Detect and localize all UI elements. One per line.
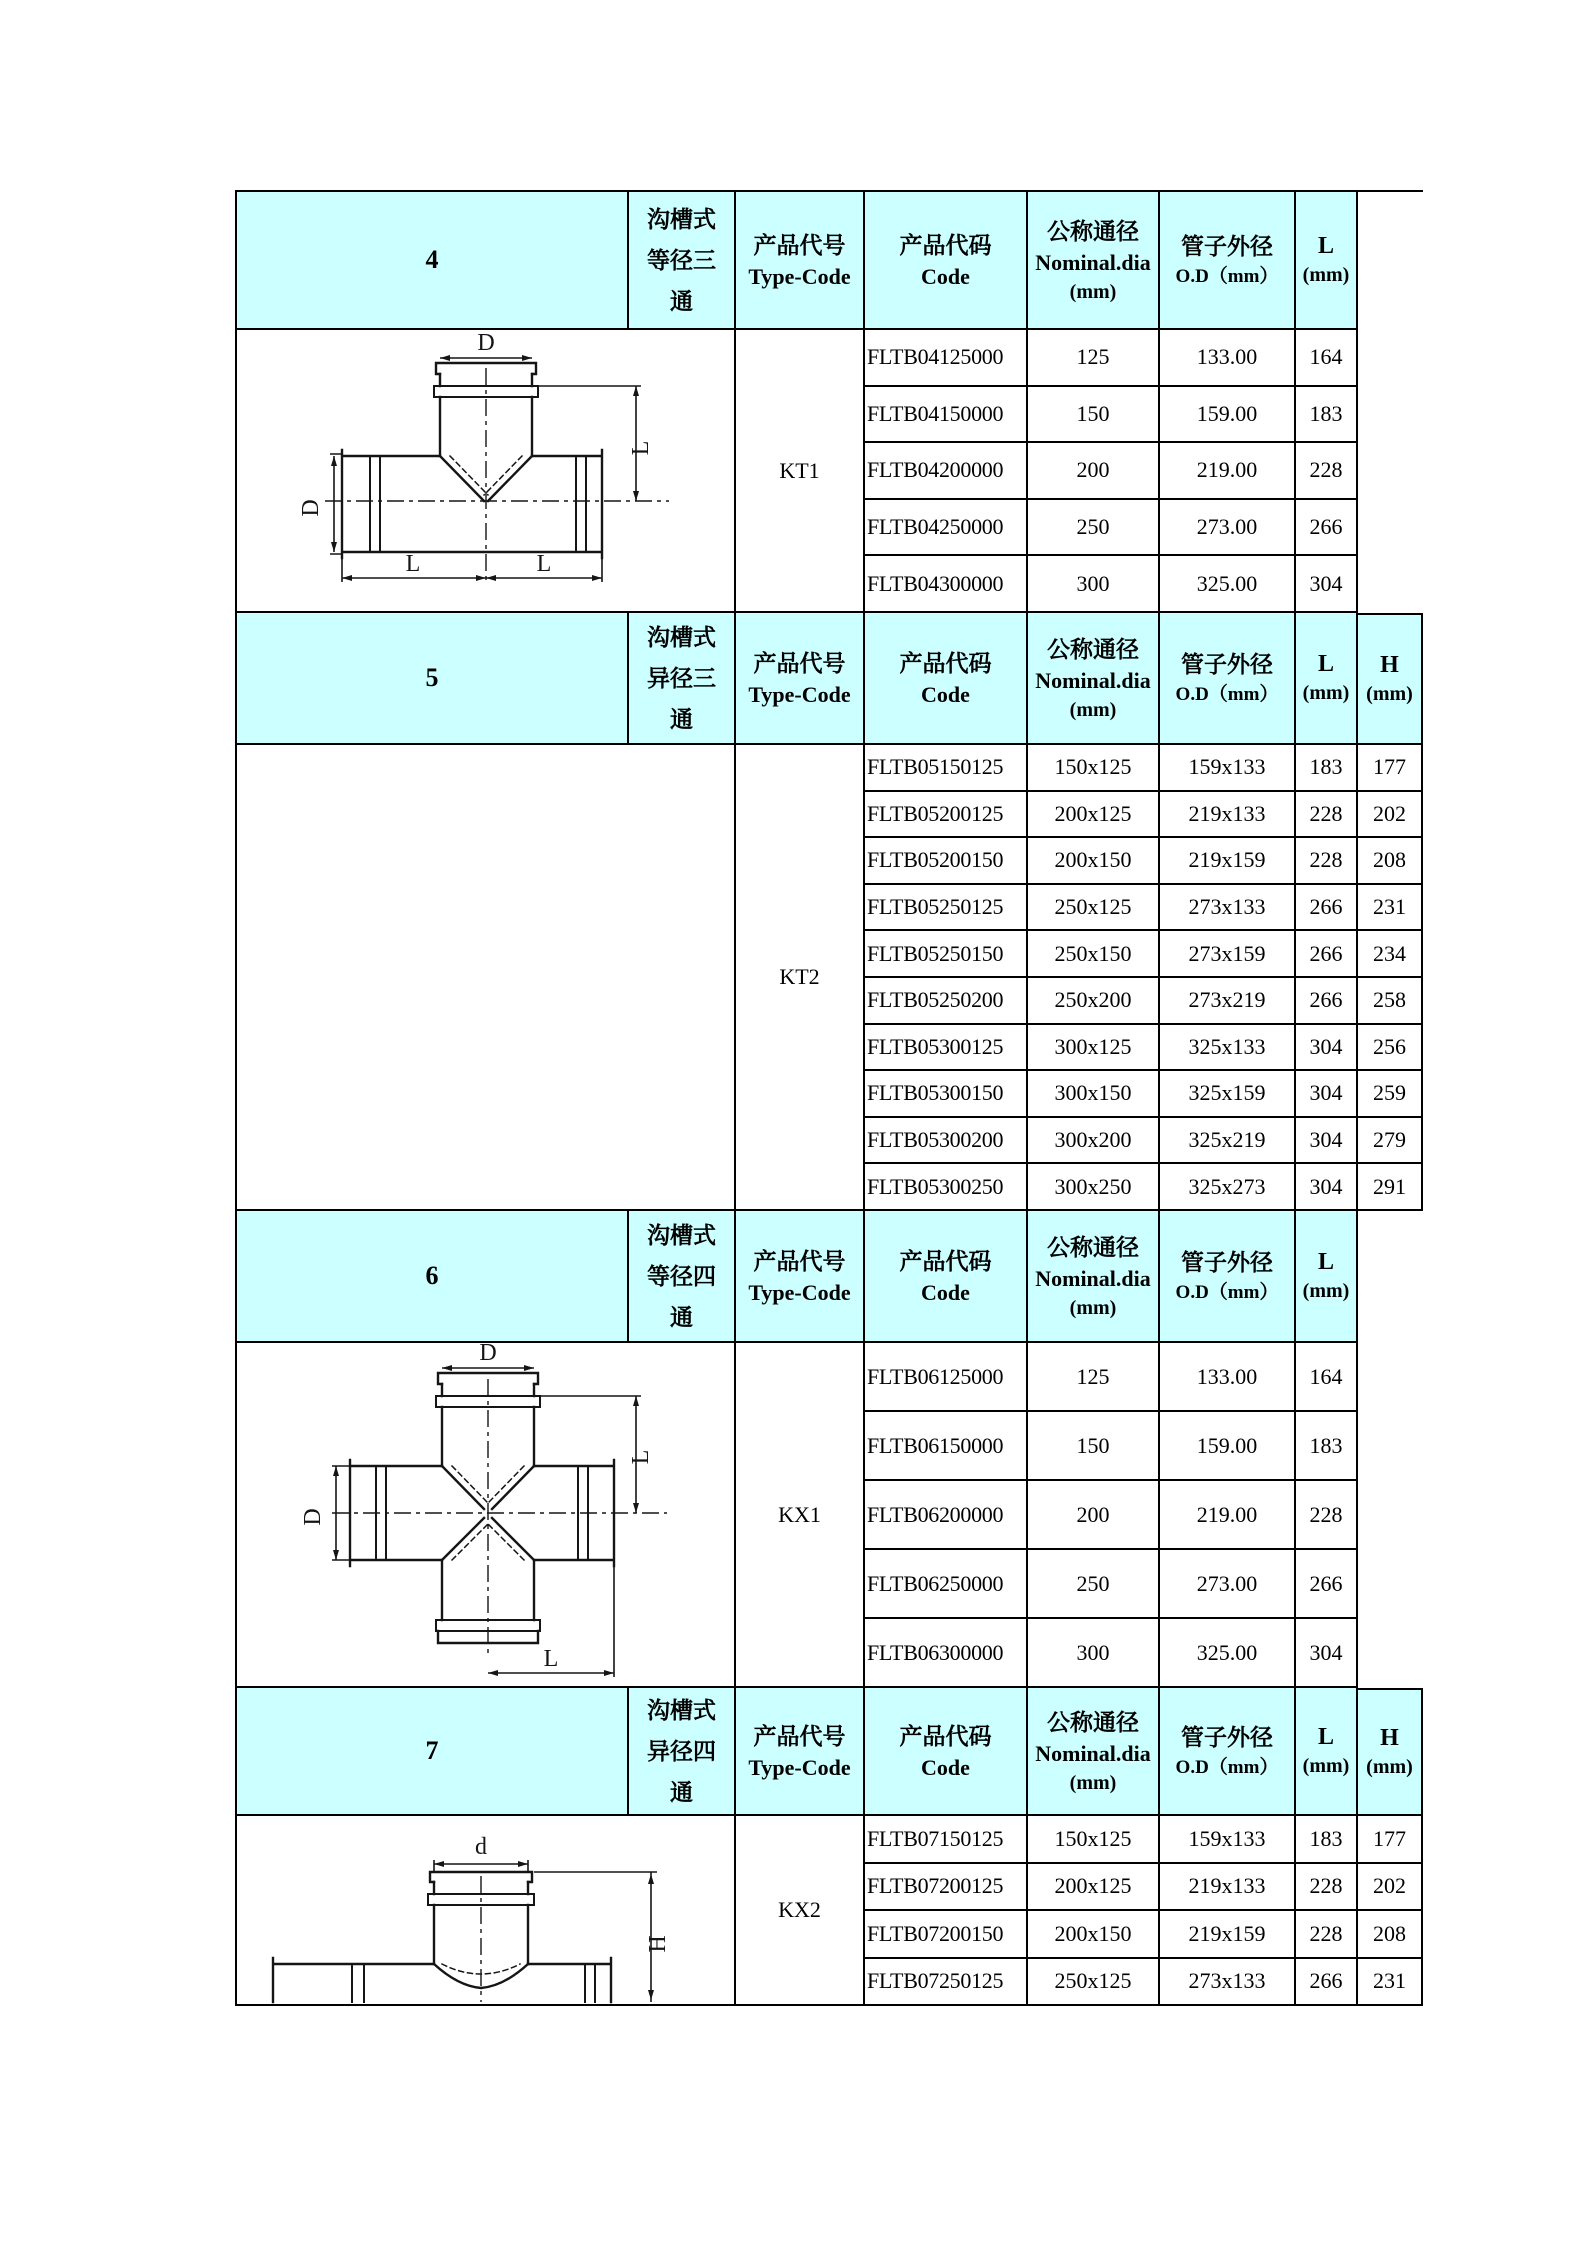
product-code-cell: FLTB05250125 — [865, 885, 1028, 932]
l-cell: 164 — [1296, 1343, 1358, 1412]
od-cell: 219x133 — [1160, 1864, 1296, 1912]
product-code-cell: FLTB04125000 — [865, 330, 1028, 387]
product-code-cell: FLTB04200000 — [865, 443, 1028, 500]
nominal-dia-cell: 150x125 — [1028, 745, 1160, 792]
h-cell: 202 — [1358, 1864, 1423, 1912]
h-cell: 231 — [1358, 885, 1423, 932]
category-line: 等径四 — [647, 1262, 716, 1289]
tee-drawing — [237, 330, 734, 611]
l-letter: L — [1317, 1724, 1334, 1750]
nominal-dia-cell: 250 — [1028, 1550, 1160, 1619]
table-row — [865, 443, 1423, 500]
l-cell: 164 — [1296, 330, 1358, 387]
dim-label-d-left: D — [298, 499, 324, 517]
product-code-cell: FLTB05250200 — [865, 978, 1028, 1025]
nominal-dia-cell: 200x150 — [1028, 1911, 1160, 1959]
category-line: 沟槽式 — [647, 623, 716, 650]
nominal-dia-cell: 250x125 — [1028, 1959, 1160, 2007]
l-cell: 228 — [1296, 838, 1358, 885]
od-cell: 219.00 — [1160, 443, 1296, 500]
l-cell: 228 — [1296, 1911, 1358, 1959]
dim-label-d-top: D — [477, 330, 495, 356]
nominal-dia-cell: 300x150 — [1028, 1071, 1160, 1118]
col-header-l — [1296, 192, 1358, 330]
code-en: Code — [921, 264, 970, 289]
od-cell: 159x133 — [1160, 1816, 1296, 1864]
od-cell: 273x133 — [1160, 1959, 1296, 2007]
code-en: Code — [921, 1755, 970, 1780]
product-code-cell: FLTB04250000 — [865, 500, 1028, 557]
table-row — [865, 1816, 1423, 1864]
category-line: 通 — [670, 287, 693, 314]
type-code-zh: 产品代号 — [753, 232, 846, 258]
product-code-cell: FLTB07200150 — [865, 1911, 1028, 1959]
dim-label-d-left: D — [300, 1508, 326, 1526]
h-cell: 279 — [1358, 1118, 1423, 1165]
nominal-zh: 公称通径 — [1047, 636, 1139, 662]
od-cell: 159.00 — [1160, 387, 1296, 444]
nominal-dia-cell: 200 — [1028, 443, 1160, 500]
type-code-zh: 产品代号 — [753, 1723, 846, 1749]
product-code-cell: FLTB06300000 — [865, 1619, 1028, 1688]
col-header-od — [1160, 613, 1296, 745]
table-row — [865, 387, 1423, 444]
l-cell: 304 — [1296, 1164, 1358, 1211]
nominal-dia-cell: 300 — [1028, 1619, 1160, 1688]
code-zh: 产品代码 — [899, 232, 992, 258]
l-cell: 183 — [1296, 1412, 1358, 1481]
table-row — [865, 745, 1423, 792]
reducing-cross-drawing — [237, 1816, 734, 2004]
section-6-header — [237, 1211, 1423, 1343]
col-header-type-code — [736, 192, 865, 330]
section-6-rows — [865, 1343, 1423, 1688]
l-cell: 304 — [1296, 556, 1358, 613]
nominal-en: Nominal.dia — [1035, 1266, 1151, 1291]
h-cell: 256 — [1358, 1025, 1423, 1072]
category-line: 异径四 — [647, 1737, 716, 1764]
table-row — [865, 1550, 1423, 1619]
l-cell: 266 — [1296, 885, 1358, 932]
od-cell: 325.00 — [1160, 1619, 1296, 1688]
section-4 — [235, 190, 1423, 613]
equal-cross-diagram — [237, 1343, 736, 1688]
table-row — [865, 931, 1423, 978]
table-row — [865, 1071, 1423, 1118]
product-code-cell: FLTB07250125 — [865, 1959, 1028, 2007]
reducing-cross-diagram-clipped — [237, 1816, 736, 2006]
type-code-value: KT2 — [736, 745, 865, 1211]
table-row — [865, 1025, 1423, 1072]
od-cell: 219.00 — [1160, 1481, 1296, 1550]
nominal-unit: (mm) — [1069, 281, 1117, 303]
category-line: 异径三 — [647, 664, 716, 691]
category-line: 沟槽式 — [647, 205, 716, 232]
section-number: 7 — [237, 1688, 629, 1816]
type-code-value: KT1 — [736, 330, 865, 613]
od-cell: 325x133 — [1160, 1025, 1296, 1072]
h-cell: 208 — [1358, 1911, 1423, 1959]
col-header-type-code — [736, 613, 865, 745]
category-line: 通 — [670, 1303, 693, 1330]
col-header-l — [1296, 1211, 1358, 1343]
col-header-nominal-dia — [1028, 613, 1160, 745]
l-letter: L — [1317, 651, 1334, 677]
l-cell: 304 — [1296, 1025, 1358, 1072]
section-5 — [235, 613, 1423, 1211]
nominal-dia-cell: 125 — [1028, 1343, 1160, 1412]
col-header-code — [865, 1211, 1028, 1343]
section-4-header — [237, 192, 1423, 330]
col-header-code — [865, 613, 1028, 745]
h-letter: H — [1380, 1725, 1399, 1751]
section-4-body — [237, 330, 1423, 613]
category-label — [629, 192, 736, 330]
category-label — [629, 1688, 736, 1816]
col-header-code — [865, 1688, 1028, 1816]
product-code-cell: FLTB05150125 — [865, 745, 1028, 792]
l-cell: 304 — [1296, 1619, 1358, 1688]
od-en: O.D（mm） — [1175, 1757, 1279, 1778]
col-header-od — [1160, 192, 1296, 330]
product-code-cell: FLTB05200150 — [865, 838, 1028, 885]
nominal-en: Nominal.dia — [1035, 668, 1151, 693]
table-row — [865, 1864, 1423, 1912]
nominal-dia-cell: 250x150 — [1028, 931, 1160, 978]
l-cell: 266 — [1296, 1959, 1358, 2007]
category-label — [629, 1211, 736, 1343]
col-header-l — [1296, 613, 1358, 745]
type-code-en: Type-Code — [748, 682, 851, 707]
product-code-cell: FLTB06200000 — [865, 1481, 1028, 1550]
l-unit: (mm) — [1302, 1755, 1350, 1777]
section-4-rows — [865, 330, 1423, 613]
category-line: 沟槽式 — [647, 1696, 716, 1723]
l-cell: 228 — [1296, 792, 1358, 839]
od-en: O.D（mm） — [1175, 684, 1279, 705]
col-header-nominal-dia — [1028, 1211, 1160, 1343]
product-code-cell: FLTB05300150 — [865, 1071, 1028, 1118]
table-row — [865, 1343, 1423, 1412]
l-cell: 266 — [1296, 1550, 1358, 1619]
table-row — [865, 792, 1423, 839]
table-row — [865, 330, 1423, 387]
dim-label-l-bottom: L — [543, 1646, 559, 1672]
code-zh: 产品代码 — [899, 1723, 992, 1749]
table-row — [865, 556, 1423, 613]
code-zh: 产品代码 — [899, 1248, 992, 1274]
code-en: Code — [921, 1280, 970, 1305]
product-code-cell: FLTB05300200 — [865, 1118, 1028, 1165]
l-letter: L — [1317, 233, 1334, 259]
od-cell: 325.00 — [1160, 556, 1296, 613]
nominal-dia-cell: 250x200 — [1028, 978, 1160, 1025]
product-code-cell: FLTB07150125 — [865, 1816, 1028, 1864]
od-cell: 325x219 — [1160, 1118, 1296, 1165]
section-5-rows — [865, 745, 1423, 1211]
h-cell: 234 — [1358, 931, 1423, 978]
section-6-body — [237, 1343, 1423, 1688]
type-code-en: Type-Code — [748, 264, 851, 289]
od-cell: 273x133 — [1160, 885, 1296, 932]
od-zh: 管子外径 — [1181, 1724, 1273, 1750]
type-code-value: KX2 — [736, 1816, 865, 2006]
dim-label-l-bottom-right: L — [536, 551, 552, 577]
dim-label-l-right: L — [628, 1449, 654, 1465]
nominal-unit: (mm) — [1069, 699, 1117, 721]
product-code-cell: FLTB05300250 — [865, 1164, 1028, 1211]
l-letter: L — [1317, 1249, 1334, 1275]
category-line: 通 — [670, 705, 693, 732]
od-cell: 273x219 — [1160, 978, 1296, 1025]
nominal-zh: 公称通径 — [1047, 218, 1139, 244]
l-cell: 183 — [1296, 387, 1358, 444]
product-code-cell: FLTB06125000 — [865, 1343, 1028, 1412]
table-row — [865, 1118, 1423, 1165]
table-row — [865, 1619, 1423, 1688]
nominal-en: Nominal.dia — [1035, 250, 1151, 275]
nominal-dia-cell: 200x125 — [1028, 1864, 1160, 1912]
od-cell: 273x159 — [1160, 931, 1296, 978]
l-cell: 228 — [1296, 1864, 1358, 1912]
product-code-cell: FLTB07200125 — [865, 1864, 1028, 1912]
nominal-dia-cell: 200x125 — [1028, 792, 1160, 839]
product-code-cell: FLTB05250150 — [865, 931, 1028, 978]
col-header-type-code — [736, 1688, 865, 1816]
col-header-code — [865, 192, 1028, 330]
h-cell: 177 — [1358, 1816, 1423, 1864]
h-unit: (mm) — [1366, 1756, 1413, 1778]
dim-label-h-right: H — [645, 1935, 671, 1953]
l-unit: (mm) — [1302, 264, 1350, 286]
od-cell: 325x273 — [1160, 1164, 1296, 1211]
table-row — [865, 1911, 1423, 1959]
od-cell: 133.00 — [1160, 330, 1296, 387]
type-code-zh: 产品代号 — [753, 1248, 846, 1274]
section-number: 4 — [237, 192, 629, 330]
category-line: 通 — [670, 1778, 693, 1805]
nominal-dia-cell: 200x150 — [1028, 838, 1160, 885]
category-label — [629, 613, 736, 745]
category-line: 等径三 — [647, 246, 716, 273]
h-cell: 259 — [1358, 1071, 1423, 1118]
table-row — [865, 885, 1423, 932]
section-7-body — [237, 1816, 1423, 2006]
l-cell: 266 — [1296, 500, 1358, 557]
od-cell: 219x159 — [1160, 1911, 1296, 1959]
col-header-l — [1296, 1688, 1358, 1816]
product-code-cell: FLTB04150000 — [865, 387, 1028, 444]
od-cell: 133.00 — [1160, 1343, 1296, 1412]
nominal-dia-cell: 150 — [1028, 387, 1160, 444]
od-zh: 管子外径 — [1181, 233, 1273, 259]
nominal-dia-cell: 300 — [1028, 556, 1160, 613]
code-zh: 产品代码 — [899, 650, 992, 676]
od-cell: 159.00 — [1160, 1412, 1296, 1481]
od-zh: 管子外径 — [1181, 651, 1273, 677]
col-header-h — [1358, 613, 1423, 745]
h-cell: 231 — [1358, 1959, 1423, 2007]
nominal-unit: (mm) — [1069, 1772, 1117, 1794]
table-row — [865, 1481, 1423, 1550]
l-cell: 266 — [1296, 978, 1358, 1025]
l-cell: 266 — [1296, 931, 1358, 978]
nominal-dia-cell: 250 — [1028, 500, 1160, 557]
nominal-unit: (mm) — [1069, 1297, 1117, 1319]
h-letter: H — [1380, 652, 1399, 678]
od-en: O.D（mm） — [1175, 266, 1279, 287]
nominal-en: Nominal.dia — [1035, 1741, 1151, 1766]
table-row — [865, 1164, 1423, 1211]
l-cell: 228 — [1296, 443, 1358, 500]
section-7 — [235, 1688, 1423, 2006]
type-code-en: Type-Code — [748, 1755, 851, 1780]
type-code-value: KX1 — [736, 1343, 865, 1688]
equal-tee-diagram — [237, 330, 736, 613]
h-cell: 291 — [1358, 1164, 1423, 1211]
code-en: Code — [921, 682, 970, 707]
l-cell: 183 — [1296, 745, 1358, 792]
nominal-zh: 公称通径 — [1047, 1709, 1139, 1735]
col-header-od — [1160, 1688, 1296, 1816]
col-header-nominal-dia — [1028, 1688, 1160, 1816]
dim-label-l-right: L — [628, 440, 654, 456]
type-code-zh: 产品代号 — [753, 650, 846, 676]
nominal-dia-cell: 150x125 — [1028, 1816, 1160, 1864]
nominal-zh: 公称通径 — [1047, 1234, 1139, 1260]
l-cell: 228 — [1296, 1481, 1358, 1550]
section-5-body — [237, 745, 1423, 1211]
section-7-rows — [865, 1816, 1423, 2006]
product-table — [235, 190, 1423, 2006]
category-line: 沟槽式 — [647, 1221, 716, 1248]
product-code-cell: FLTB04300000 — [865, 556, 1028, 613]
nominal-dia-cell: 200 — [1028, 1481, 1160, 1550]
nominal-dia-cell: 300x250 — [1028, 1164, 1160, 1211]
od-cell: 219x133 — [1160, 792, 1296, 839]
nominal-dia-cell: 300x200 — [1028, 1118, 1160, 1165]
section-number: 6 — [237, 1211, 629, 1343]
col-header-nominal-dia — [1028, 192, 1160, 330]
od-cell: 325x159 — [1160, 1071, 1296, 1118]
nominal-dia-cell: 250x125 — [1028, 885, 1160, 932]
section-7-header — [237, 1688, 1423, 1816]
table-row — [865, 1959, 1423, 2007]
product-code-cell: FLTB05200125 — [865, 792, 1028, 839]
od-en: O.D（mm） — [1175, 1282, 1279, 1303]
section-5-header — [237, 613, 1423, 745]
section-6 — [235, 1211, 1423, 1688]
od-cell: 273.00 — [1160, 500, 1296, 557]
empty-diagram-area — [237, 745, 736, 1211]
col-header-type-code — [736, 1211, 865, 1343]
dim-label-l-bottom-left: L — [405, 551, 421, 577]
table-row — [865, 838, 1423, 885]
dim-label-d-top: D — [479, 1343, 497, 1366]
type-code-en: Type-Code — [748, 1280, 851, 1305]
l-unit: (mm) — [1302, 1280, 1350, 1302]
product-code-cell: FLTB05300125 — [865, 1025, 1028, 1072]
od-cell: 159x133 — [1160, 745, 1296, 792]
h-cell: 258 — [1358, 978, 1423, 1025]
h-cell: 177 — [1358, 745, 1423, 792]
col-header-od — [1160, 1211, 1296, 1343]
section-number: 5 — [237, 613, 629, 745]
table-row — [865, 500, 1423, 557]
nominal-dia-cell: 300x125 — [1028, 1025, 1160, 1072]
h-cell: 208 — [1358, 838, 1423, 885]
table-row — [865, 1412, 1423, 1481]
l-cell: 183 — [1296, 1816, 1358, 1864]
col-header-h — [1358, 1688, 1423, 1816]
product-code-cell: FLTB06250000 — [865, 1550, 1028, 1619]
nominal-dia-cell: 125 — [1028, 330, 1160, 387]
l-cell: 304 — [1296, 1071, 1358, 1118]
od-cell: 219x159 — [1160, 838, 1296, 885]
dim-label-d-top: d — [475, 1834, 487, 1860]
od-cell: 273.00 — [1160, 1550, 1296, 1619]
l-cell: 304 — [1296, 1118, 1358, 1165]
od-zh: 管子外径 — [1181, 1249, 1273, 1275]
table-row — [865, 978, 1423, 1025]
cross-drawing — [237, 1343, 734, 1686]
h-cell: 202 — [1358, 792, 1423, 839]
product-code-cell: FLTB06150000 — [865, 1412, 1028, 1481]
nominal-dia-cell: 150 — [1028, 1412, 1160, 1481]
h-unit: (mm) — [1366, 683, 1413, 705]
l-unit: (mm) — [1302, 682, 1350, 704]
